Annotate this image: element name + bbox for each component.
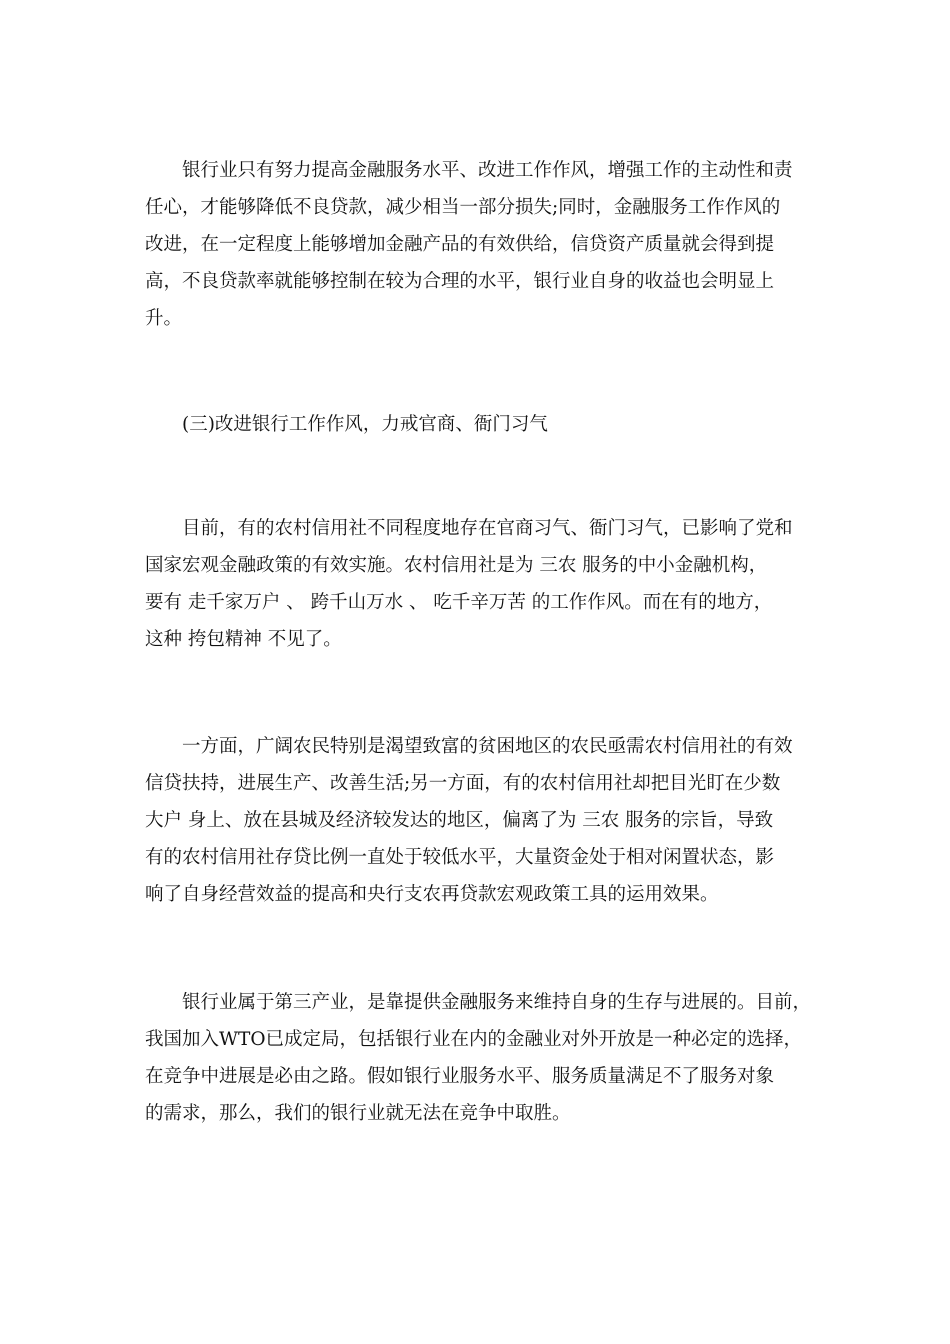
text-line: 我国加入WTO已成定局，包括银行业在内的金融业对外开放是一种必定的选择， bbox=[145, 1029, 803, 1050]
text-line: 国家宏观金融政策的有效实施。农村信用社是为 三农 服务的中小金融机构， bbox=[145, 555, 768, 576]
paragraph-rural-credit bbox=[145, 728, 815, 913]
text-line: 任心，才能够降低不良贷款，减少相当一部分损失;同时，金融服务工作作风的 bbox=[145, 197, 781, 218]
text-line: 银行业属于第三产业，是靠提供金融服务来维持自身的生存与进展的。目前， bbox=[145, 992, 812, 1013]
text-line: 信贷扶持，进展生产、改善生活;另一方面，有的农村信用社却把目光盯在少数 bbox=[145, 773, 781, 794]
text-line: 的需求，那么，我们的银行业就无法在竞争中取胜。 bbox=[145, 1103, 571, 1124]
paragraph-service-quality bbox=[145, 152, 815, 337]
paragraph-bureaucracy bbox=[145, 510, 815, 658]
text-line: 这种 挎包精神 不见了。 bbox=[145, 629, 342, 650]
text-line: 有的农村信用社存贷比例一直处于较低水平，大量资金处于相对闲置状态，影 bbox=[145, 847, 775, 868]
text-line: 银行业只有努力提高金融服务水平、改进工作作风，增强工作的主动性和责 bbox=[145, 160, 793, 181]
heading-line: (三)改进银行工作作风，力戒官商、衙门习气 bbox=[145, 414, 548, 435]
text-line: 在竞争中进展是必由之路。假如银行业服务水平、服务质量满足不了服务对象 bbox=[145, 1066, 775, 1087]
text-line: 升。 bbox=[145, 308, 183, 329]
text-line: 大户 身上、放在县城及经济较发达的地区，偏离了为 三农 服务的宗旨，导致 bbox=[145, 810, 774, 831]
paragraph-tertiary-industry bbox=[145, 984, 815, 1132]
text-line: 高，不良贷款率就能够控制在较为合理的水平，银行业自身的收益也会明显上 bbox=[145, 271, 775, 292]
text-line: 目前，有的农村信用社不同程度地存在官商习气、衙门习气，已影响了党和 bbox=[145, 518, 793, 539]
text-line: 要有 走千家万户 、 跨千山万水 、 吃千辛万苦 的工作作风。而在有的地方， bbox=[145, 592, 773, 613]
text-line: 一方面，广阔农民特别是渴望致富的贫困地区的农民亟需农村信用社的有效 bbox=[145, 736, 793, 757]
section-heading bbox=[145, 406, 815, 443]
text-line: 响了自身经营效益的提高和央行支农再贷款宏观政策工具的运用效果。 bbox=[145, 884, 719, 905]
text-line: 改进，在一定程度上能够增加金融产品的有效供给，信贷资产质量就会得到提 bbox=[145, 234, 775, 255]
